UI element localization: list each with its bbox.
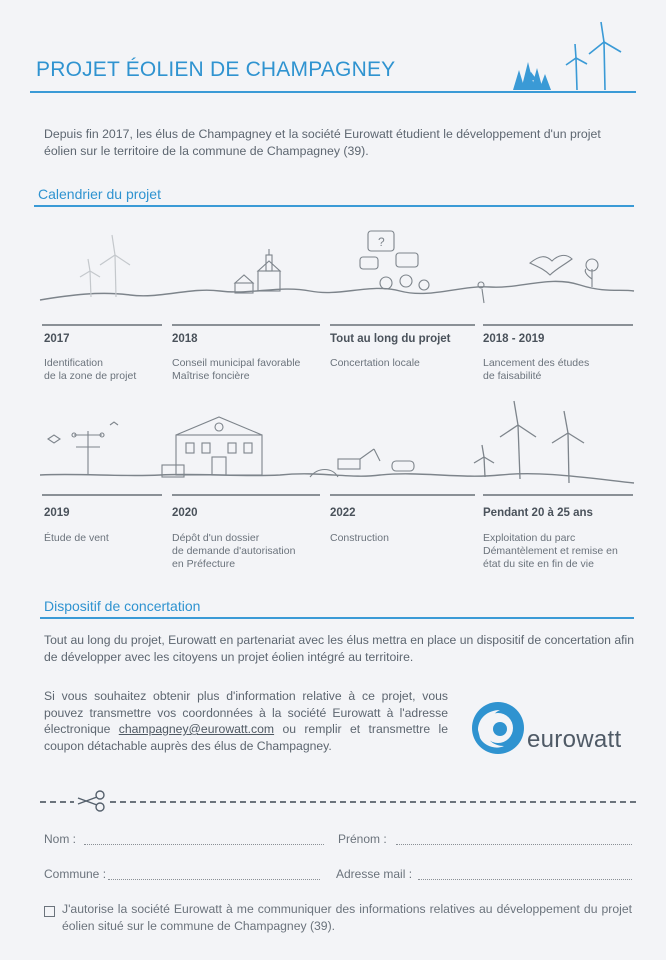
mail-field[interactable]	[418, 869, 632, 880]
step-desc-concertation: Concertation locale	[330, 357, 420, 369]
timeline-rule-2022	[330, 494, 475, 496]
consultation-paragraph-1: Tout au long du projet, Eurowatt en partenariat avec les élus mettra en place un dispositif de concertation afin de développer avec les citoyens un projet éolien intégré au territoire.	[44, 633, 634, 664]
intro-paragraph: Depuis fin 2017, les élus de Champagney et la société Eurowatt étudient le développement d'un projet éolien sur le territoire de la commune de Champagney (39).	[44, 127, 601, 158]
timeline-landscape-1	[40, 225, 634, 323]
calendar-section-rule	[34, 205, 634, 207]
wind-turbines-icon	[505, 18, 635, 94]
consent-checkbox[interactable]	[44, 906, 55, 917]
timeline-rule-concertation	[330, 324, 475, 326]
step-year-exploitation: Pendant 20 à 25 ans	[483, 507, 593, 519]
step-desc-2017: Identification de la zone de projet	[44, 357, 137, 382]
step-year-2019: 2019	[44, 507, 70, 519]
consent-text: J'autorise la société Eurowatt à me communiquer des informations relatives au développement du projet éolien situé sur le commune de Champagney (39).	[62, 902, 632, 933]
timeline-landscape-2	[40, 395, 634, 490]
consultation-paragraph-2	[44, 688, 448, 754]
para2-text-b: ou remplir et transmettre le coupon détachable auprès des élus de Champagney.	[44, 722, 448, 753]
email-link[interactable]: champagney@eurowatt.com	[118, 722, 275, 736]
consultation-section-rule	[40, 617, 634, 619]
commune-field[interactable]	[108, 869, 320, 880]
timeline-rule-2018	[172, 324, 320, 326]
title-rule	[30, 91, 636, 93]
cut-line	[40, 801, 636, 803]
timeline-rule-exploitation	[483, 494, 633, 496]
commune-label: Commune :	[44, 867, 107, 881]
consultation-section-title: Dispositif de concertation	[44, 598, 201, 614]
step-desc-2018: Conseil municipal favorable Maîtrise foncière	[172, 357, 301, 382]
step-year-2022: 2022	[330, 507, 356, 519]
nom-field[interactable]	[84, 834, 324, 845]
timeline-rule-2019	[42, 494, 162, 496]
step-year-2018-2019: 2018 - 2019	[483, 333, 545, 345]
mail-label: Adresse mail :	[336, 867, 413, 881]
step-desc-exploitation: Exploitation du parc Démantèlement et remise en état du site en fin de vie	[483, 532, 618, 570]
scissors-icon	[74, 790, 108, 812]
calendar-section-title: Calendrier du projet	[38, 186, 161, 202]
step-year-2018: 2018	[172, 333, 198, 345]
nom-label: Nom :	[44, 832, 77, 846]
step-desc-2018-2019: Lancement des études de faisabilité	[483, 357, 590, 382]
svg-text:?: ?	[378, 235, 385, 249]
timeline-rule-2017	[42, 324, 162, 326]
para2-text-a: Si vous souhaitez obtenir plus d'information relative à ce projet, vous pouvez transmettre vos coordonnées à la société Eurowatt à l'adresse électronique	[44, 689, 448, 736]
step-desc-2019: Étude de vent	[44, 532, 109, 544]
eurowatt-logo-text: eurowatt	[527, 726, 622, 753]
step-year-concertation: Tout au long du projet	[330, 333, 451, 345]
step-desc-2022: Construction	[330, 532, 389, 544]
step-year-2017: 2017	[44, 333, 70, 345]
prenom-label: Prénom :	[338, 832, 387, 846]
prenom-field[interactable]	[396, 834, 632, 845]
step-year-2020: 2020	[172, 507, 198, 519]
eurowatt-logo-icon	[470, 700, 526, 756]
timeline-rule-etudes	[483, 324, 633, 326]
step-desc-2020: Dépôt d'un dossier de demande d'autorisation en Préfecture	[172, 532, 296, 570]
page-title: PROJET ÉOLIEN DE CHAMPAGNEY	[36, 58, 396, 81]
timeline-rule-2020	[172, 494, 320, 496]
